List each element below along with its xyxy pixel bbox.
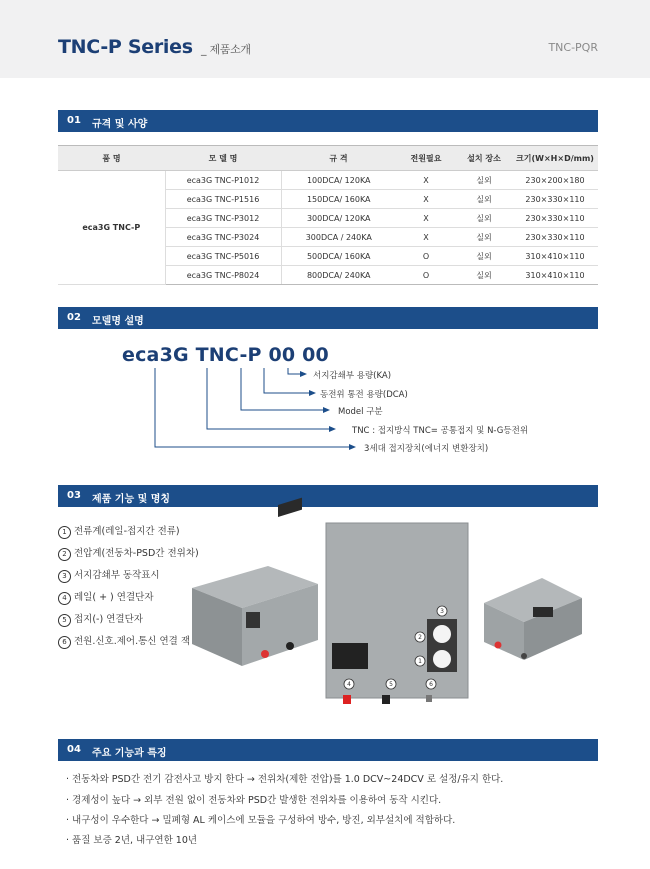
feature-text: 전류계(레일-접지간 전류) (74, 526, 180, 537)
callout-2: 2 (418, 634, 422, 641)
feature-number: 5 (58, 614, 71, 627)
feature-text: 전원.신호.제어.통신 연결 잭 (74, 636, 191, 647)
table-cell: 300DCA/ 120KA (281, 209, 396, 228)
table-cell: 310×410×110 (512, 266, 598, 285)
feature-number: 2 (58, 548, 71, 561)
terminal-black (286, 642, 294, 650)
callout-3: 3 (440, 608, 444, 615)
series-title: TNC-P Series (58, 36, 193, 58)
feature-number: 3 (58, 570, 71, 583)
table-cell: 150DCA/ 160KA (281, 190, 396, 209)
terminal-black (382, 695, 390, 704)
column-header: 전원필요 (396, 146, 456, 171)
callout-5: 5 (389, 681, 393, 688)
feature-bullet: · 내구성이 우수한다 → 밀폐형 AL 케이스에 모듈을 구성하여 방수, 방진, 외부설치에 적합하다. (66, 815, 456, 826)
section-04-header (58, 739, 598, 761)
table-cell: 실외 (456, 190, 512, 209)
table-cell: X (396, 209, 456, 228)
feature-text: 접지(-) 연결단자 (74, 614, 143, 625)
table-cell: 실외 (456, 247, 512, 266)
table-cell: 230×330×110 (512, 228, 598, 247)
feature-number: 4 (58, 592, 71, 605)
table-cell: eca3G TNC-P5016 (165, 247, 281, 266)
section-title: 모델명 설명 (92, 316, 144, 327)
page-subtitle: _ 제품소개 (201, 43, 251, 56)
product-code: TNC-PQR (548, 41, 598, 54)
table-cell: eca3G TNC-P1012 (165, 171, 281, 190)
table-cell: 실외 (456, 266, 512, 285)
model-code: eca3G TNC-P 00 00 (122, 344, 329, 366)
column-header: 크기(W×H×D/mm) (512, 146, 598, 171)
meter-panel (533, 607, 553, 617)
feature-bullet: · 전동차와 PSD간 전기 감전사고 방지 한다 → 전위차(제한 전압)를 1.0 DCV~24DCV 로 설정/유지 한다. (66, 774, 504, 785)
feature-text: 전압계(전동차-PSD간 전위차) (74, 548, 199, 559)
section-number: 03 (67, 490, 81, 501)
table-cell: 800DCA/ 240KA (281, 266, 396, 285)
feature-number: 6 (58, 636, 71, 649)
model-label: 서지감쇄부 용량(KA) (313, 371, 392, 381)
table-cell: X (396, 228, 456, 247)
section-title: 주요 기능과 특징 (92, 748, 167, 759)
section-title: 규격 및 사양 (92, 119, 148, 130)
column-header: 규 격 (281, 146, 396, 171)
terminal-black (521, 653, 527, 659)
feature-bullet: · 품질 보증 2년, 내구연한 10년 (66, 835, 198, 846)
product-name-cell: eca3G TNC-P (58, 171, 165, 285)
table-cell: eca3G TNC-P3012 (165, 209, 281, 228)
column-header: 설치 장소 (456, 146, 512, 171)
column-header: 품 명 (58, 146, 165, 171)
table-cell: eca3G TNC-P8024 (165, 266, 281, 285)
table-cell: 실외 (456, 228, 512, 247)
product-photo-right (484, 578, 582, 660)
column-header: 모 델 명 (165, 146, 281, 171)
table-cell: 230×330×110 (512, 190, 598, 209)
terminal-red (261, 650, 269, 658)
table-cell: O (396, 247, 456, 266)
connector-jack (426, 695, 432, 702)
terminal-red (495, 642, 502, 649)
feature-text: 서지감쇄부 동작표시 (74, 570, 160, 581)
table-cell: 300DCA / 240KA (281, 228, 396, 247)
section-number: 04 (67, 744, 81, 755)
table-cell: X (396, 190, 456, 209)
table-cell: X (396, 171, 456, 190)
product-photo-center (326, 523, 468, 704)
terminal-red (343, 695, 351, 704)
table-cell: 100DCA/ 120KA (281, 171, 396, 190)
table-cell: eca3G TNC-P1516 (165, 190, 281, 209)
table-cell: 실외 (456, 209, 512, 228)
table-cell: 230×200×180 (512, 171, 598, 190)
table-cell: eca3G TNC-P3024 (165, 228, 281, 247)
table-cell: 310×410×110 (512, 247, 598, 266)
product-photo-left (192, 498, 318, 666)
section-number: 01 (67, 115, 81, 126)
table-cell: 실외 (456, 171, 512, 190)
table-cell: 230×330×110 (512, 209, 598, 228)
feature-number: 1 (58, 526, 71, 539)
callout-4: 4 (347, 681, 351, 688)
callout-6: 6 (429, 681, 433, 688)
feature-bullet: · 경제성이 높다 → 외부 전원 없이 전동차와 PSD간 발생한 전위차를 이용하여 동작 시킨다. (66, 795, 442, 806)
model-label: TNC : 접지방식 TNC= 공통접지 및 N-G등전위 (352, 426, 529, 436)
model-label: 3세대 접지장치(에너지 변환장치) (364, 444, 489, 454)
model-label: Model 구분 (338, 407, 383, 417)
nameplate (246, 612, 260, 628)
callout-1: 1 (418, 658, 422, 665)
nameplate (332, 643, 368, 669)
voltmeter-icon (433, 650, 451, 668)
section-number: 02 (67, 312, 81, 323)
table-cell: 500DCA/ 160KA (281, 247, 396, 266)
ammeter-icon (433, 625, 451, 643)
feature-text: 레일( + ) 연결단자 (74, 592, 154, 603)
section-title: 제품 기능 및 명칭 (92, 494, 171, 505)
meter-panel (278, 498, 302, 517)
table-cell: O (396, 266, 456, 285)
model-label: 동전위 통전 용량(DCA) (320, 390, 408, 400)
